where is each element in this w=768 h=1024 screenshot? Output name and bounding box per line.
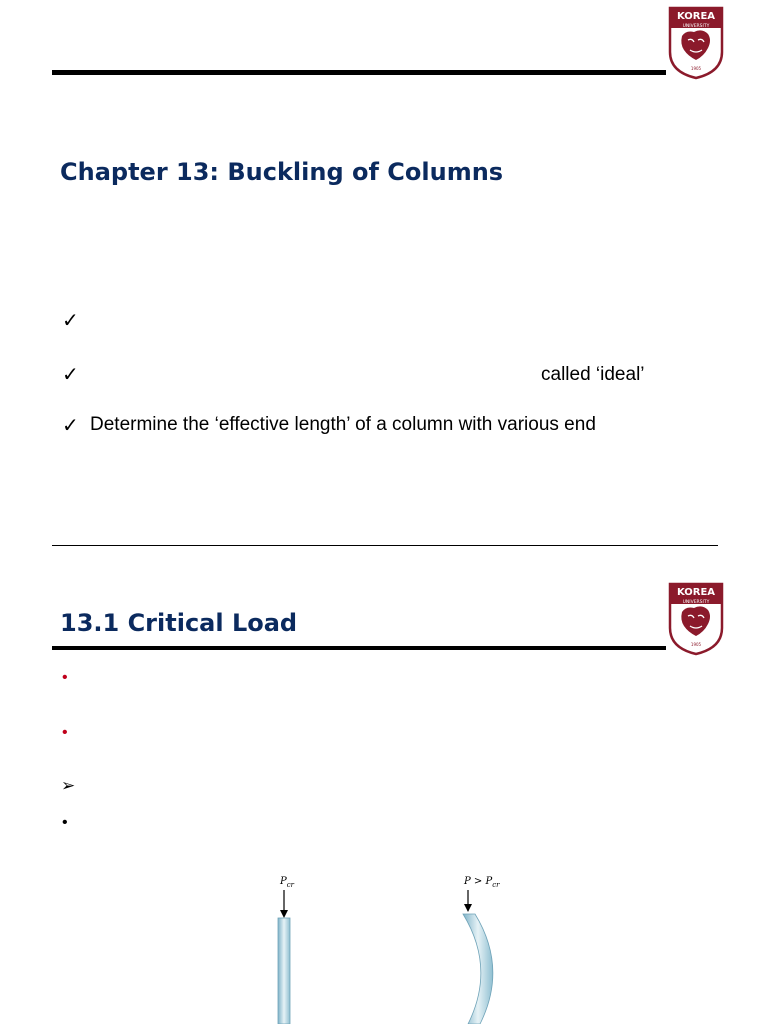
bullet-dot-icon: • bbox=[62, 669, 68, 686]
korea-university-logo bbox=[668, 6, 724, 80]
critical-load-label: $P_{cr}$ bbox=[280, 876, 295, 889]
korea-university-logo bbox=[668, 582, 724, 656]
column-figure bbox=[250, 868, 530, 1024]
bullet-dot-icon: • bbox=[62, 814, 68, 831]
logo-name: KOREA bbox=[676, 11, 716, 22]
arrow-bullet-icon: ➢ bbox=[61, 776, 76, 795]
logo-name: KOREA bbox=[676, 587, 716, 598]
header-rule bbox=[52, 646, 666, 650]
bullet-dot-icon: • bbox=[62, 724, 68, 741]
load-exceeds-critical-label: $P > P_{cr}$ bbox=[464, 876, 500, 889]
buckled-column bbox=[463, 890, 493, 1024]
header-rule bbox=[52, 70, 666, 75]
straight-column bbox=[278, 890, 290, 1024]
page-title: Chapter 13: Buckling of Columns bbox=[60, 158, 504, 186]
check-icon: ✓ bbox=[62, 364, 79, 386]
section-title: 13.1 Critical Load bbox=[60, 609, 298, 637]
check-icon: ✓ bbox=[62, 310, 79, 332]
logo-sub: UNIVERSITY bbox=[682, 24, 710, 29]
slide-divider bbox=[52, 545, 718, 546]
bullet-2-text: called ‘ideal’ bbox=[541, 364, 645, 385]
bullet-3-text: Determine the ‘effective length’ of a column with various end bbox=[90, 414, 596, 435]
logo-year: 1905 bbox=[690, 642, 702, 647]
logo-sub: UNIVERSITY bbox=[682, 600, 710, 605]
logo-year: 1905 bbox=[690, 66, 702, 71]
check-icon: ✓ bbox=[62, 415, 79, 437]
